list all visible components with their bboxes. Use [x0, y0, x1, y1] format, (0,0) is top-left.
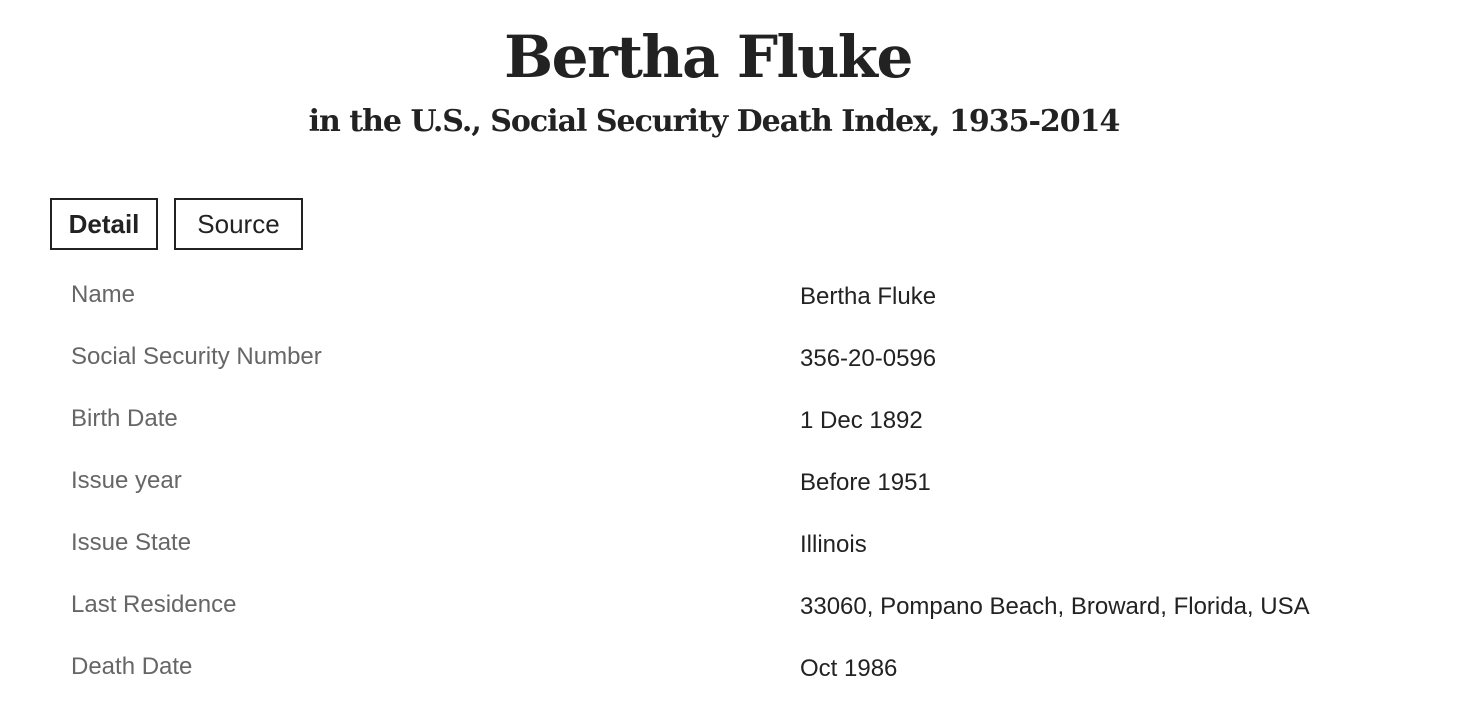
- detail-row-issue-year: [0, 454, 1467, 516]
- detail-value: 33060, Pompano Beach, Broward, Florida, USA: [800, 593, 1310, 620]
- detail-label: Birth Date: [71, 405, 178, 432]
- detail-label: Last Residence: [71, 591, 237, 618]
- detail-row-death-date: [0, 640, 1467, 702]
- tab-source[interactable]: Source: [174, 198, 303, 250]
- detail-value: Bertha Fluke: [800, 283, 937, 310]
- detail-row-birth-date: [0, 392, 1467, 454]
- detail-row-name: [0, 268, 1467, 330]
- detail-label: Issue year: [71, 467, 182, 494]
- detail-label: Issue State: [71, 529, 192, 556]
- detail-row-last-residence: [0, 578, 1467, 640]
- detail-label: Social Security Number: [71, 343, 322, 370]
- detail-label: Death Date: [71, 653, 193, 680]
- detail-label: Name: [71, 281, 136, 308]
- detail-value: 1 Dec 1892: [800, 407, 923, 434]
- detail-value: Before 1951: [800, 469, 931, 496]
- detail-value: Oct 1986: [800, 655, 898, 682]
- detail-value: 356-20-0596: [800, 345, 937, 372]
- collection-subtitle: in the U.S., Social Security Death Index, 1935-2014: [308, 104, 1120, 139]
- detail-row-ssn: [0, 330, 1467, 392]
- tab-detail[interactable]: Detail: [50, 198, 158, 250]
- page-title: Bertha Fluke: [504, 23, 912, 91]
- detail-row-issue-state: [0, 516, 1467, 578]
- detail-value: Illinois: [800, 531, 867, 558]
